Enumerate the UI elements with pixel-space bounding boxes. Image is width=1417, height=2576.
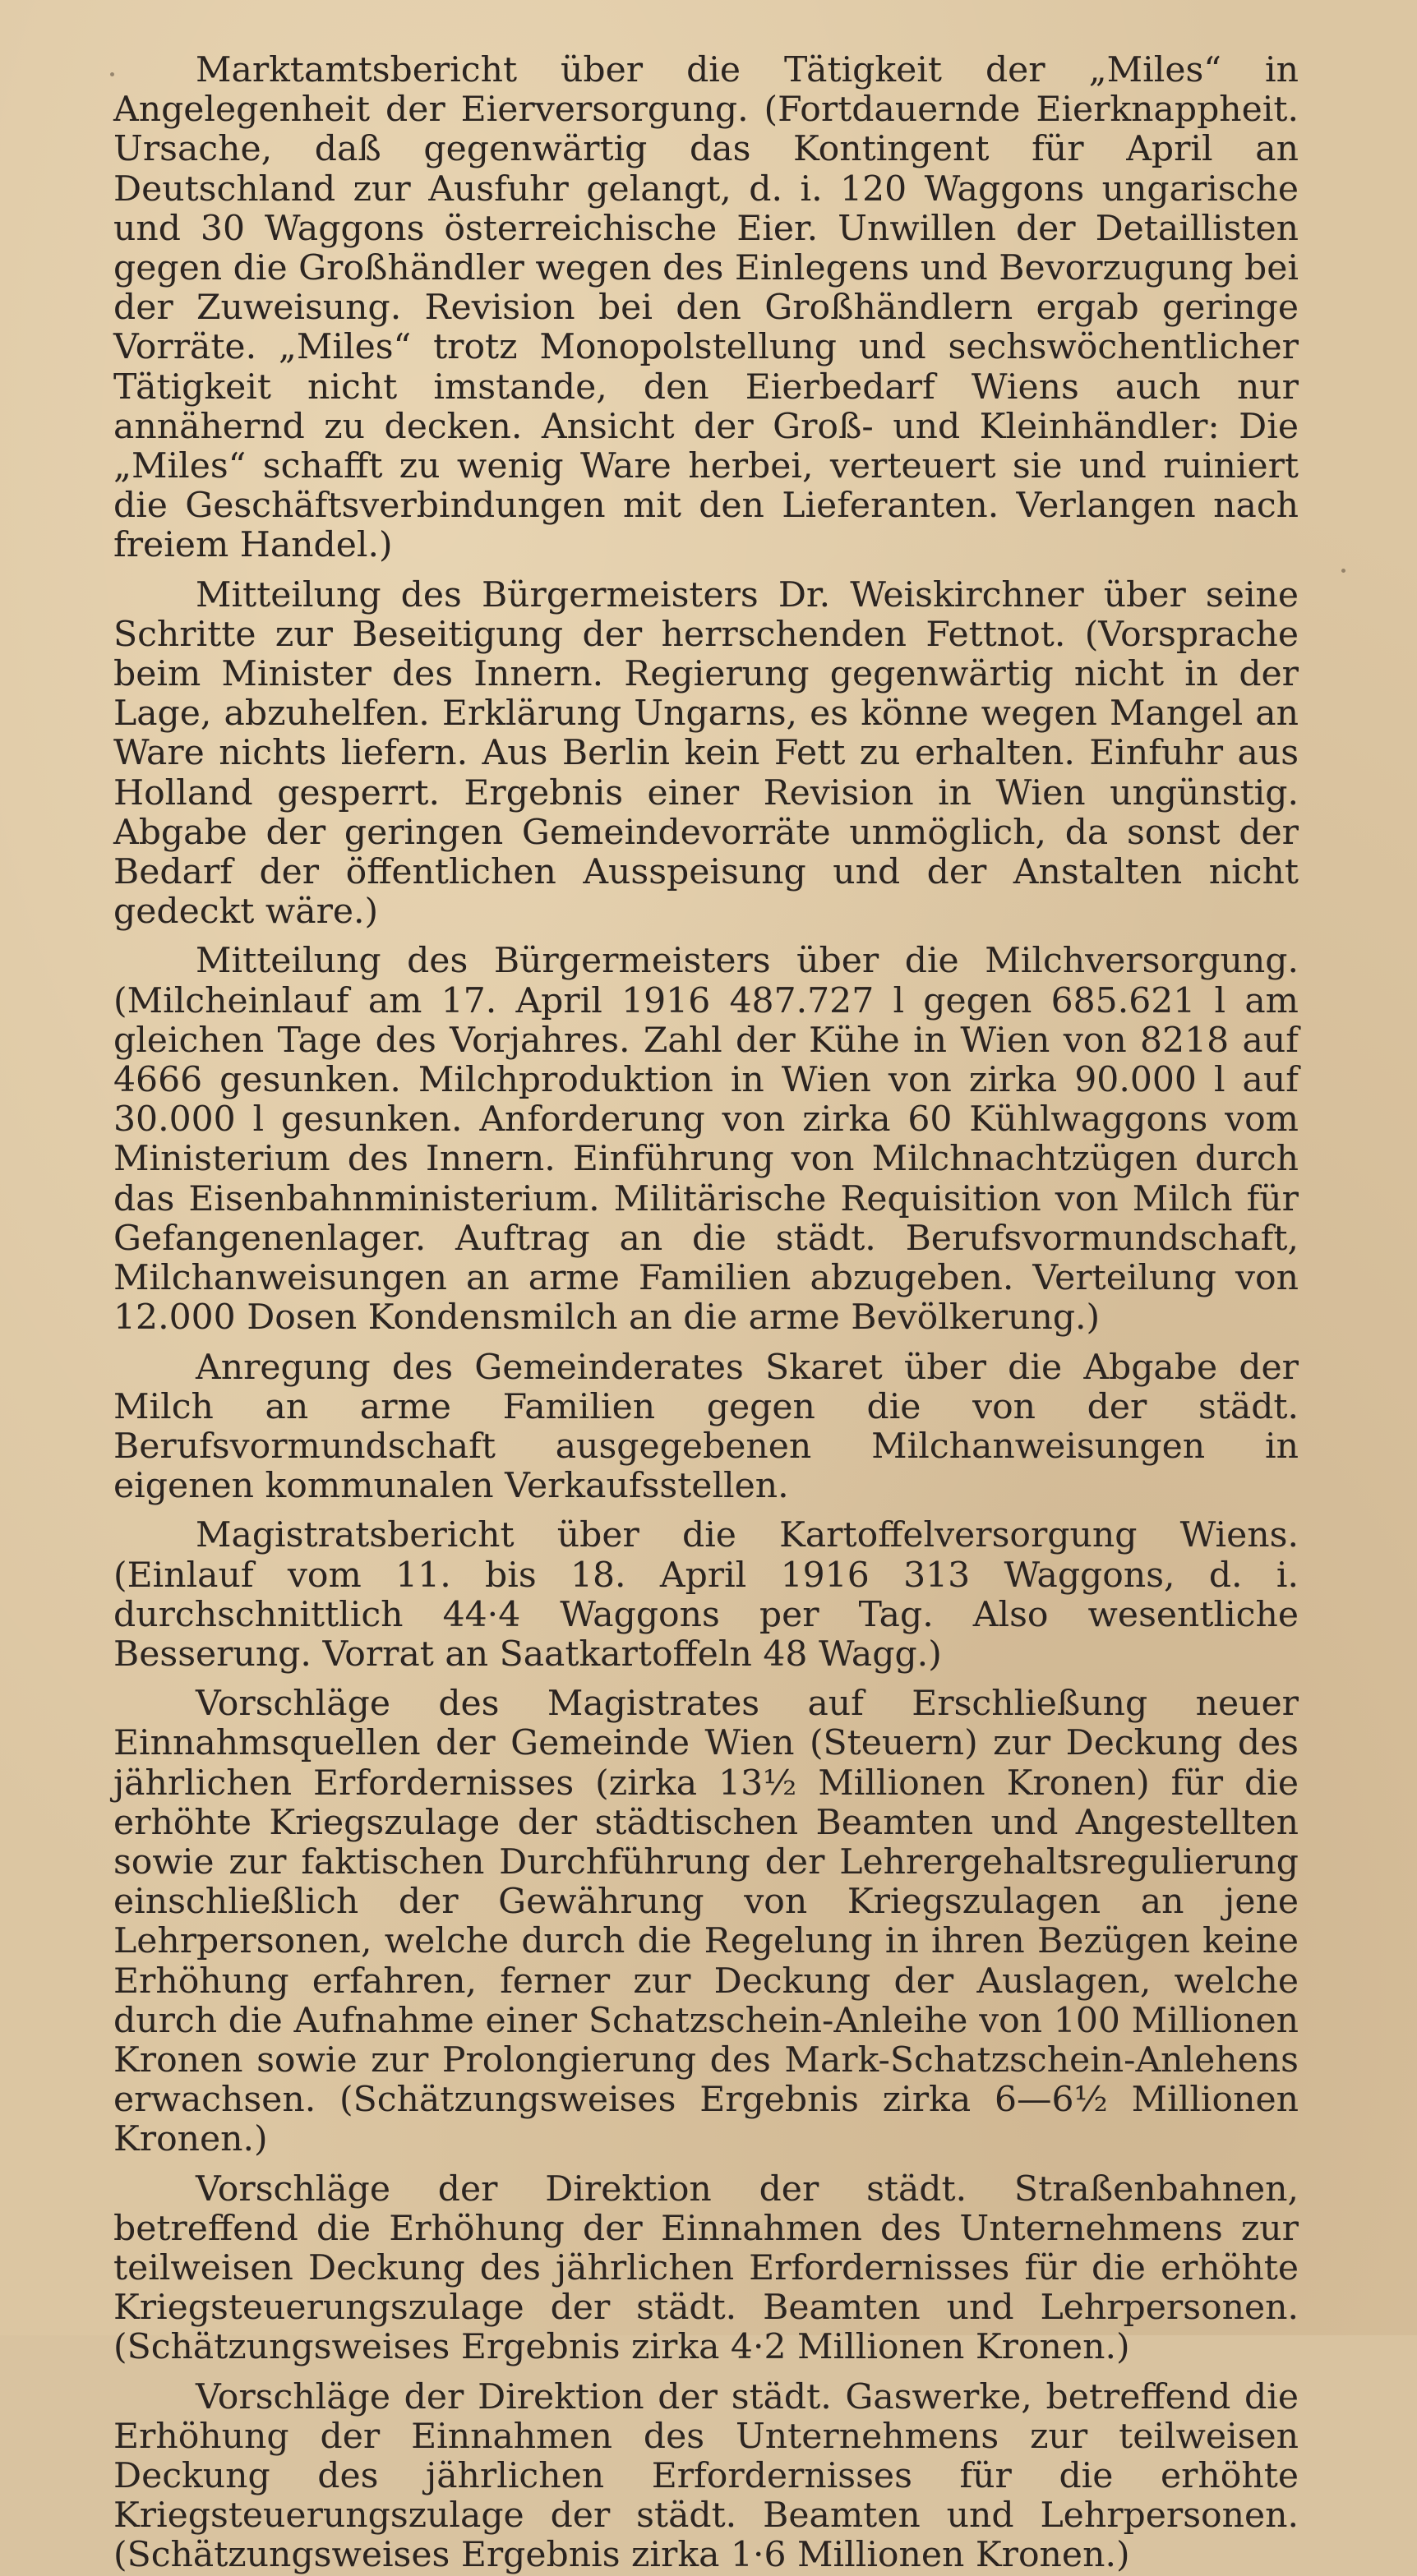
paper-speck <box>1341 569 1345 573</box>
paragraph-fat-shortage: Mitteilung des Bürgermeisters Dr. Weiskirchner über seine Schritte zur Beseitigung der herrschenden Fettnot. (Vorsprache beim Minister des Innern. Regierung gegenwärtig nicht in der Lage, abzuhelfen. Erklärung Ungarns, es könne wegen Mangel an Ware nichts liefern. Aus Berlin kein Fett zu erhalten. Einfuhr aus Holland gesperrt. Ergebnis einer Revision in Wien ungünstig. Abgabe der geringen Gemeindevorräte unmöglich, da sonst der Bedarf der öffentlichen Ausspeisung und der Anstalten nicht gedeckt wäre.) <box>113 574 1299 933</box>
paragraph-tramway-revenue-proposals: Vorschläge der Direktion der städt. Straßenbahnen, betreffend die Erhöhung der Einnahmen des Unternehmens zur teilweisen Deckung des jährlichen Erfordernisses für die erhöhte Kriegsteuerungszulage der städt. Beamten und Lehrpersonen. (Schätzungsweises Ergebnis zirka 4·2 Millionen Kronen.) <box>113 2168 1299 2368</box>
paragraph-milk-supply: Mitteilung des Bürgermeisters über die Milchversorgung. (Milcheinlauf am 17. April 1916 487.727 l gegen 685.621 l am gleichen Tage des Vorjahres. Zahl der Kühe in Wien von 8218 auf 4666 gesunken. Milchproduktion in Wien von zirka 90.000 l auf 30.000 l gesunken. Anforderung von zirka 60 Kühlwaggons vom Ministerium des Innern. Einführung von Milchnachtzügen durch das Eisenbahnministerium. Militärische Requisition von Milch für Gefangenenlager. Auftrag an die städt. Berufsvormundschaft, Milchanweisungen an arme Familien abzugeben. Verteilung von 12.000 Dosen Kondensmilch an die arme Bevölkerung.) <box>113 941 1299 1339</box>
document-body <box>113 51 1299 2576</box>
paragraph-potato-supply: Magistratsbericht über die Kartoffelversorgung Wiens. (Einlauf vom 11. bis 18. April 1916 313 Waggons, d. i. durchschnittlich 44·4 Waggons per Tag. Also wesentliche Besserung. Vorrat an Saatkartoffeln 48 Wagg.) <box>113 1515 1299 1675</box>
paragraph-magistrate-revenue-proposals: Vorschläge des Magistrates auf Erschließung neuer Einnahmsquellen der Gemeinde Wien (Steuern) zur Deckung des jährlichen Erfordernisses (zirka 13½ Millionen Kronen) für die erhöhte Kriegszulage der städtischen Beamten und Angestellten sowie zur faktischen Durchführung der Lehrergehaltsregulierung einschließlich der Gewährung von Kriegszulagen an jene Lehrpersonen, welche durch die Regelung in ihren Bezügen keine Erhöhung erfahren, ferner zur Deckung der Auslagen, welche durch die Aufnahme einer Schatzschein-Anleihe von 100 Millionen Kronen sowie zur Prolongierung des Mark-Schatzschein-Anlehens erwachsen. (Schätzungsweises Ergebnis zirka 6—6½ Millionen Kronen.) <box>113 1684 1299 2160</box>
paragraph-egg-supply-report: Marktamtsbericht über die Tätigkeit der „Miles“ in Angelegenheit der Eierversorgung. (Fortdauernde Eierknappheit. Ursache, daß gegenwärtig das Kontingent für April an Deutschland zur Ausfuhr gelangt, d. i. 120 Waggons ungarische und 30 Waggons österreichische Eier. Unwillen der Detaillisten gegen die Großhändler wegen des Einlegens und Bevorzugung bei der Zuweisung. Revision bei den Großhändlern ergab geringe Vorräte. „Miles“ trotz Monopolstellung und sechswöchentlicher Tätigkeit nicht imstande, den Eierbedarf Wiens auch nur annähernd zu decken. Ansicht der Groß- und Kleinhändler: Die „Miles“ schafft zu wenig Ware herbei, verteuert sie und ruiniert die Geschäftsverbindungen mit den Lieferanten. Verlangen nach freiem Handel.) <box>113 50 1299 566</box>
paragraph-milk-distribution-proposal: Anregung des Gemeinderates Skaret über die Abgabe der Milch an arme Familien gegen die von der städt. Berufsvormundschaft ausgegebenen Milchanweisungen in eigenen kommunalen Verkaufsstellen. <box>113 1347 1299 1507</box>
paragraph-gasworks-revenue-proposals: Vorschläge der Direktion der städt. Gaswerke, betreffend die Erhöhung der Einnahmen des Unternehmens zur teilweisen Deckung des jährlichen Erfordernisses für die erhöhte Kriegsteuerungszulage der städt. Beamten und Lehrpersonen. (Schätzungsweises Ergebnis zirka 1·6 Millionen Kronen.) <box>113 2376 1299 2576</box>
